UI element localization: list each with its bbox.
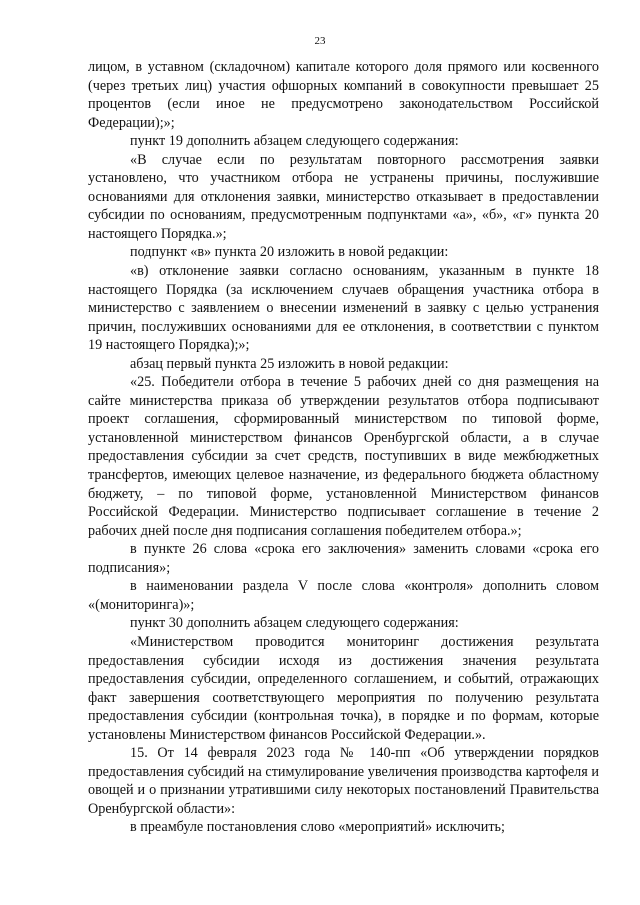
paragraph-item-25-text: «25. Победители отбора в течение 5 рабочих дней со дня размещения на сайте министерства приказа об утверждении результатов отбора подписывают проект соглашения, сформированный министерством по типовой форме, установленной министерством финансов Оренбургской области, а в случае предоставления субсидии за счет средств, поступивших в виде межбюджетных трансфертов, имеющих целевое назначение, из федерального бюджета областному бюджету, – по типовой форме, установленной Министерством финансов Российской Федерации. Министерство подписывает соглашение в течение 2 рабочих дней после дня подписания соглашения победителем отбора.»; <box>88 374 599 539</box>
paragraph-item-26: в пункте 26 слова «срока его заключения» заменить словами «срока его подписания»; <box>88 541 599 576</box>
paragraph-item-30-text: «Министерством проводится мониторинг достижения результата предоставления субсидии исходя из достижения значения результата предоставления субсидии, определенного соглашением, и событий, отражающих факт завершения соответствующего мероприятия по получению результата предоставления субсидии (контрольная точка), в порядке и по формам, которые установлены Министерством финансов Российской Федерации.». <box>88 633 599 743</box>
paragraph-item-20-instruction: подпункт «в» пункта 20 изложить в новой редакции: <box>130 244 449 261</box>
paragraph-point-15: 15. От 14 февраля 2023 года № 140-пп «Об утверждении порядков предоставления субсидий на стимулирование увеличения производства картофеля и овощей и о признании утратившими силу некоторых постановлений Правительства Оренбургской области»: <box>88 745 599 817</box>
paragraph-continuation: лицом, в уставном (складочном) капитале которого доля прямого или косвенного (через третьих лиц) участия офшорных компаний в совокупности превышает 25 процентов (если иное не предусмотрено законодательством Российской Федерации);»; <box>88 59 599 131</box>
page-number: 23 <box>314 35 326 47</box>
paragraph-preamble: в преамбуле постановления слово «мероприятий» исключить; <box>130 819 505 836</box>
document-body <box>88 58 599 837</box>
paragraph-item-19-text: «В случае если по результатам повторного рассмотрения заявки установлено, что участником отбора не устранены причины, послужившие основаниями для отклонения заявки, министерство отказывает в предоставлении субсидии по основаниям, предусмотренным подпунктами «а», «б», «г» пункта 20 настоящего Порядка.»; <box>88 151 599 242</box>
paragraph-item-19-instruction: пункт 19 дополнить абзацем следующего содержания: <box>130 133 459 150</box>
paragraph-item-20-text: «в) отклонение заявки согласно основаниям, указанным в пункте 18 настоящего Порядка (за исключением случаев обращения участника отбора в министерство с заявлением о внесении изменений в заявку с целью устранения причин, послуживших основаниями для ее отклонения, в соответствии с пунктом 19 настоящего Порядка);»; <box>88 263 599 354</box>
paragraph-item-25-instruction: абзац первый пункта 25 изложить в новой редакции: <box>130 355 449 372</box>
paragraph-section-v-title: в наименовании раздела V после слова «контроля» дополнить словом «(мониторинга)»; <box>88 578 599 613</box>
paragraph-item-30-instruction: пункт 30 дополнить абзацем следующего содержания: <box>130 615 459 632</box>
